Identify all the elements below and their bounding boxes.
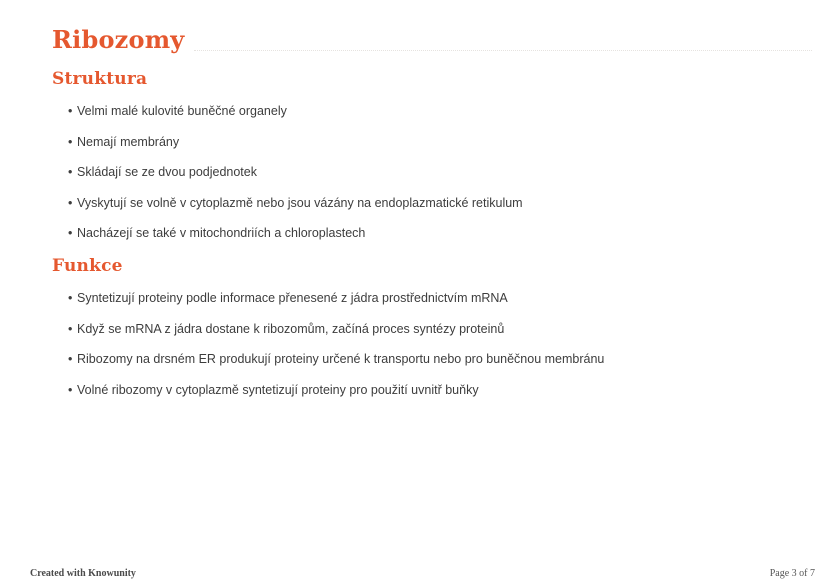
bullet-icon: • <box>68 382 73 397</box>
list-item <box>68 351 812 367</box>
bullet-icon: • <box>68 195 73 210</box>
list-item <box>68 290 812 306</box>
section-heading-funkce: Funkce <box>52 256 123 276</box>
bullet-icon: • <box>68 165 73 179</box>
page-footer <box>0 568 828 579</box>
bullet-text: Velmi malé kulovité buněčné organely <box>77 104 287 118</box>
title-row <box>52 26 812 54</box>
bullet-text: Skládají se ze dvou podjednotek <box>77 165 257 179</box>
bullet-text: Nemají membrány <box>77 134 180 149</box>
bullet-text: Vyskytují se volně v cytoplazmě nebo jsou vázány na endoplazmatické retikulum <box>77 195 523 210</box>
footer-branding: Created with Knowunity <box>30 568 136 579</box>
page-number: Page 3 of 7 <box>769 568 815 579</box>
bullet-text: Syntetizují proteiny podle informace přenesené z jádra prostřednictvím mRNA <box>77 291 508 305</box>
bullet-text: Nacházejí se také v mitochondriích a chloroplastech <box>77 226 366 240</box>
bullet-text: Když se mRNA z jádra dostane k ribozomům, začíná proces syntézy proteinů <box>77 321 505 336</box>
page-title: Ribozomy <box>52 25 185 54</box>
list-item <box>68 225 812 241</box>
bullet-list-struktura <box>68 103 812 241</box>
bullet-icon: • <box>68 104 73 118</box>
bullet-icon: • <box>68 134 73 149</box>
bullet-text: Volné ribozomy v cytoplazmě syntetizují proteiny pro použití uvnitř buňky <box>77 382 479 397</box>
list-item <box>68 321 812 337</box>
list-item <box>68 134 812 150</box>
list-item <box>68 103 812 119</box>
bullet-list-funkce <box>68 290 812 398</box>
bullet-icon: • <box>68 352 73 366</box>
bullet-text: Ribozomy na drsném ER produkují proteiny určené k transportu nebo pro buněčnou membránu <box>77 352 605 366</box>
list-item <box>68 195 812 211</box>
title-dotted-rule <box>194 50 812 51</box>
bullet-icon: • <box>68 321 73 336</box>
bullet-icon: • <box>68 291 73 305</box>
bullet-icon: • <box>68 226 73 240</box>
list-item <box>68 382 812 398</box>
list-item <box>68 164 812 180</box>
section-heading-struktura: Struktura <box>52 69 148 89</box>
